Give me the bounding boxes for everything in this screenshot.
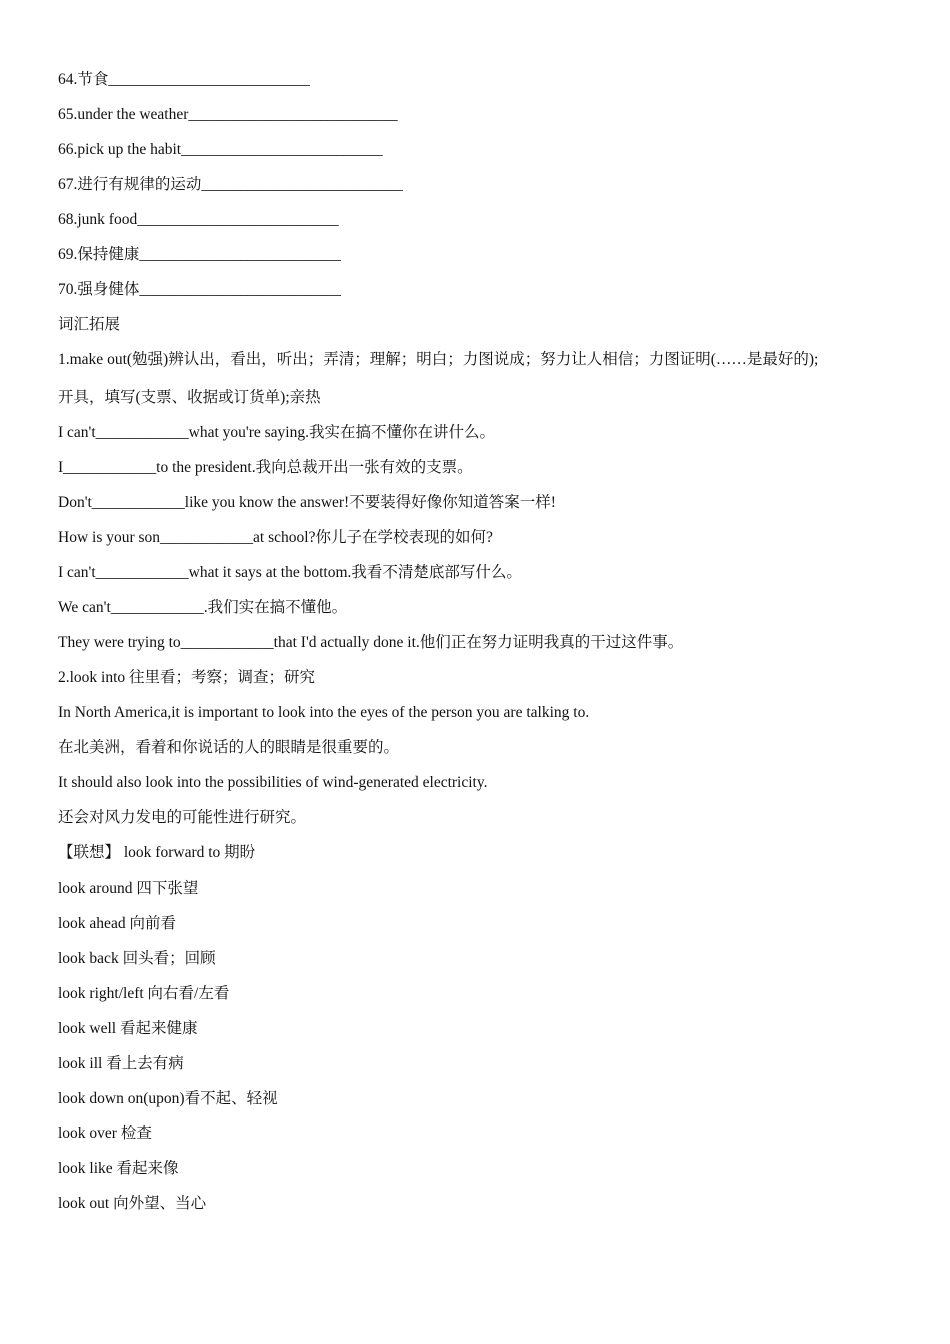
document-content xyxy=(58,66,898,1225)
association-item: look out 向外望、当心 xyxy=(58,1194,207,1212)
look-into-example: 还会对风力发电的可能性进行研究。 xyxy=(58,809,307,827)
look-into-example: It should also look into the possibilities of wind-generated electricity. xyxy=(58,774,488,792)
association-item: look ahead 向前看 xyxy=(58,914,176,932)
association-item: look ill 看上去有病 xyxy=(58,1054,184,1072)
phrase-item-64: 64.节食__________________________ xyxy=(58,71,310,88)
make-out-heading: 1.make out(勉强)辨认出，看出，听出；弄清；理解；明白；力图说成；努力让人相信；力图证明(……是最好的); xyxy=(58,351,819,369)
make-out-heading-cont: 开具，填写(支票、收据或订货单);亲热 xyxy=(58,388,321,406)
make-out-exercise: They were trying to____________that I'd actually done it.他们正在努力证明我真的干过这件事。 xyxy=(58,634,684,652)
section-title: 词汇拓展 xyxy=(58,316,121,334)
make-out-exercise: We can't____________.我们实在搞不懂他。 xyxy=(58,599,348,617)
look-into-heading: 2.look into 往里看；考察；调查；研究 xyxy=(58,669,316,687)
phrase-item-65: 65.under the weather___________________________ xyxy=(58,106,398,124)
phrase-item-68: 68.junk food__________________________ xyxy=(58,211,339,229)
look-into-example: 在北美洲，看着和你说话的人的眼睛是很重要的。 xyxy=(58,739,400,757)
phrase-item-70: 70.强身健体__________________________ xyxy=(58,281,341,299)
look-into-example: In North America,it is important to look into the eyes of the person you are talking to. xyxy=(58,704,590,722)
make-out-exercise: Don't____________like you know the answer!不要装得好像你知道答案一样! xyxy=(58,494,556,512)
association-item: look right/left 向右看/左看 xyxy=(58,984,230,1002)
phrase-item-66: 66.pick up the habit__________________________ xyxy=(58,141,383,159)
association-item: look like 看起来像 xyxy=(58,1159,179,1177)
phrase-item-69: 69.保持健康__________________________ xyxy=(58,246,341,264)
phrase-item-67: 67.进行有规律的运动__________________________ xyxy=(58,176,403,194)
make-out-exercise: I can't____________what you're saying.我实在搞不懂你在讲什么。 xyxy=(58,423,495,441)
make-out-exercise: How is your son____________at school?你儿子在学校表现的如何? xyxy=(58,529,493,547)
association-heading: 【联想】 look forward to 期盼 xyxy=(58,844,256,862)
make-out-exercise: I____________to the president.我向总裁开出一张有效的支票。 xyxy=(58,458,473,476)
make-out-exercise: I can't____________what it says at the bottom.我看不清楚底部写什么。 xyxy=(58,564,522,582)
association-item: look down on(upon)看不起、轻视 xyxy=(58,1089,278,1107)
association-item: look over 检查 xyxy=(58,1124,152,1142)
association-item: look back 回头看；回顾 xyxy=(58,949,216,967)
association-item: look around 四下张望 xyxy=(58,879,199,897)
association-item: look well 看起来健康 xyxy=(58,1019,198,1037)
